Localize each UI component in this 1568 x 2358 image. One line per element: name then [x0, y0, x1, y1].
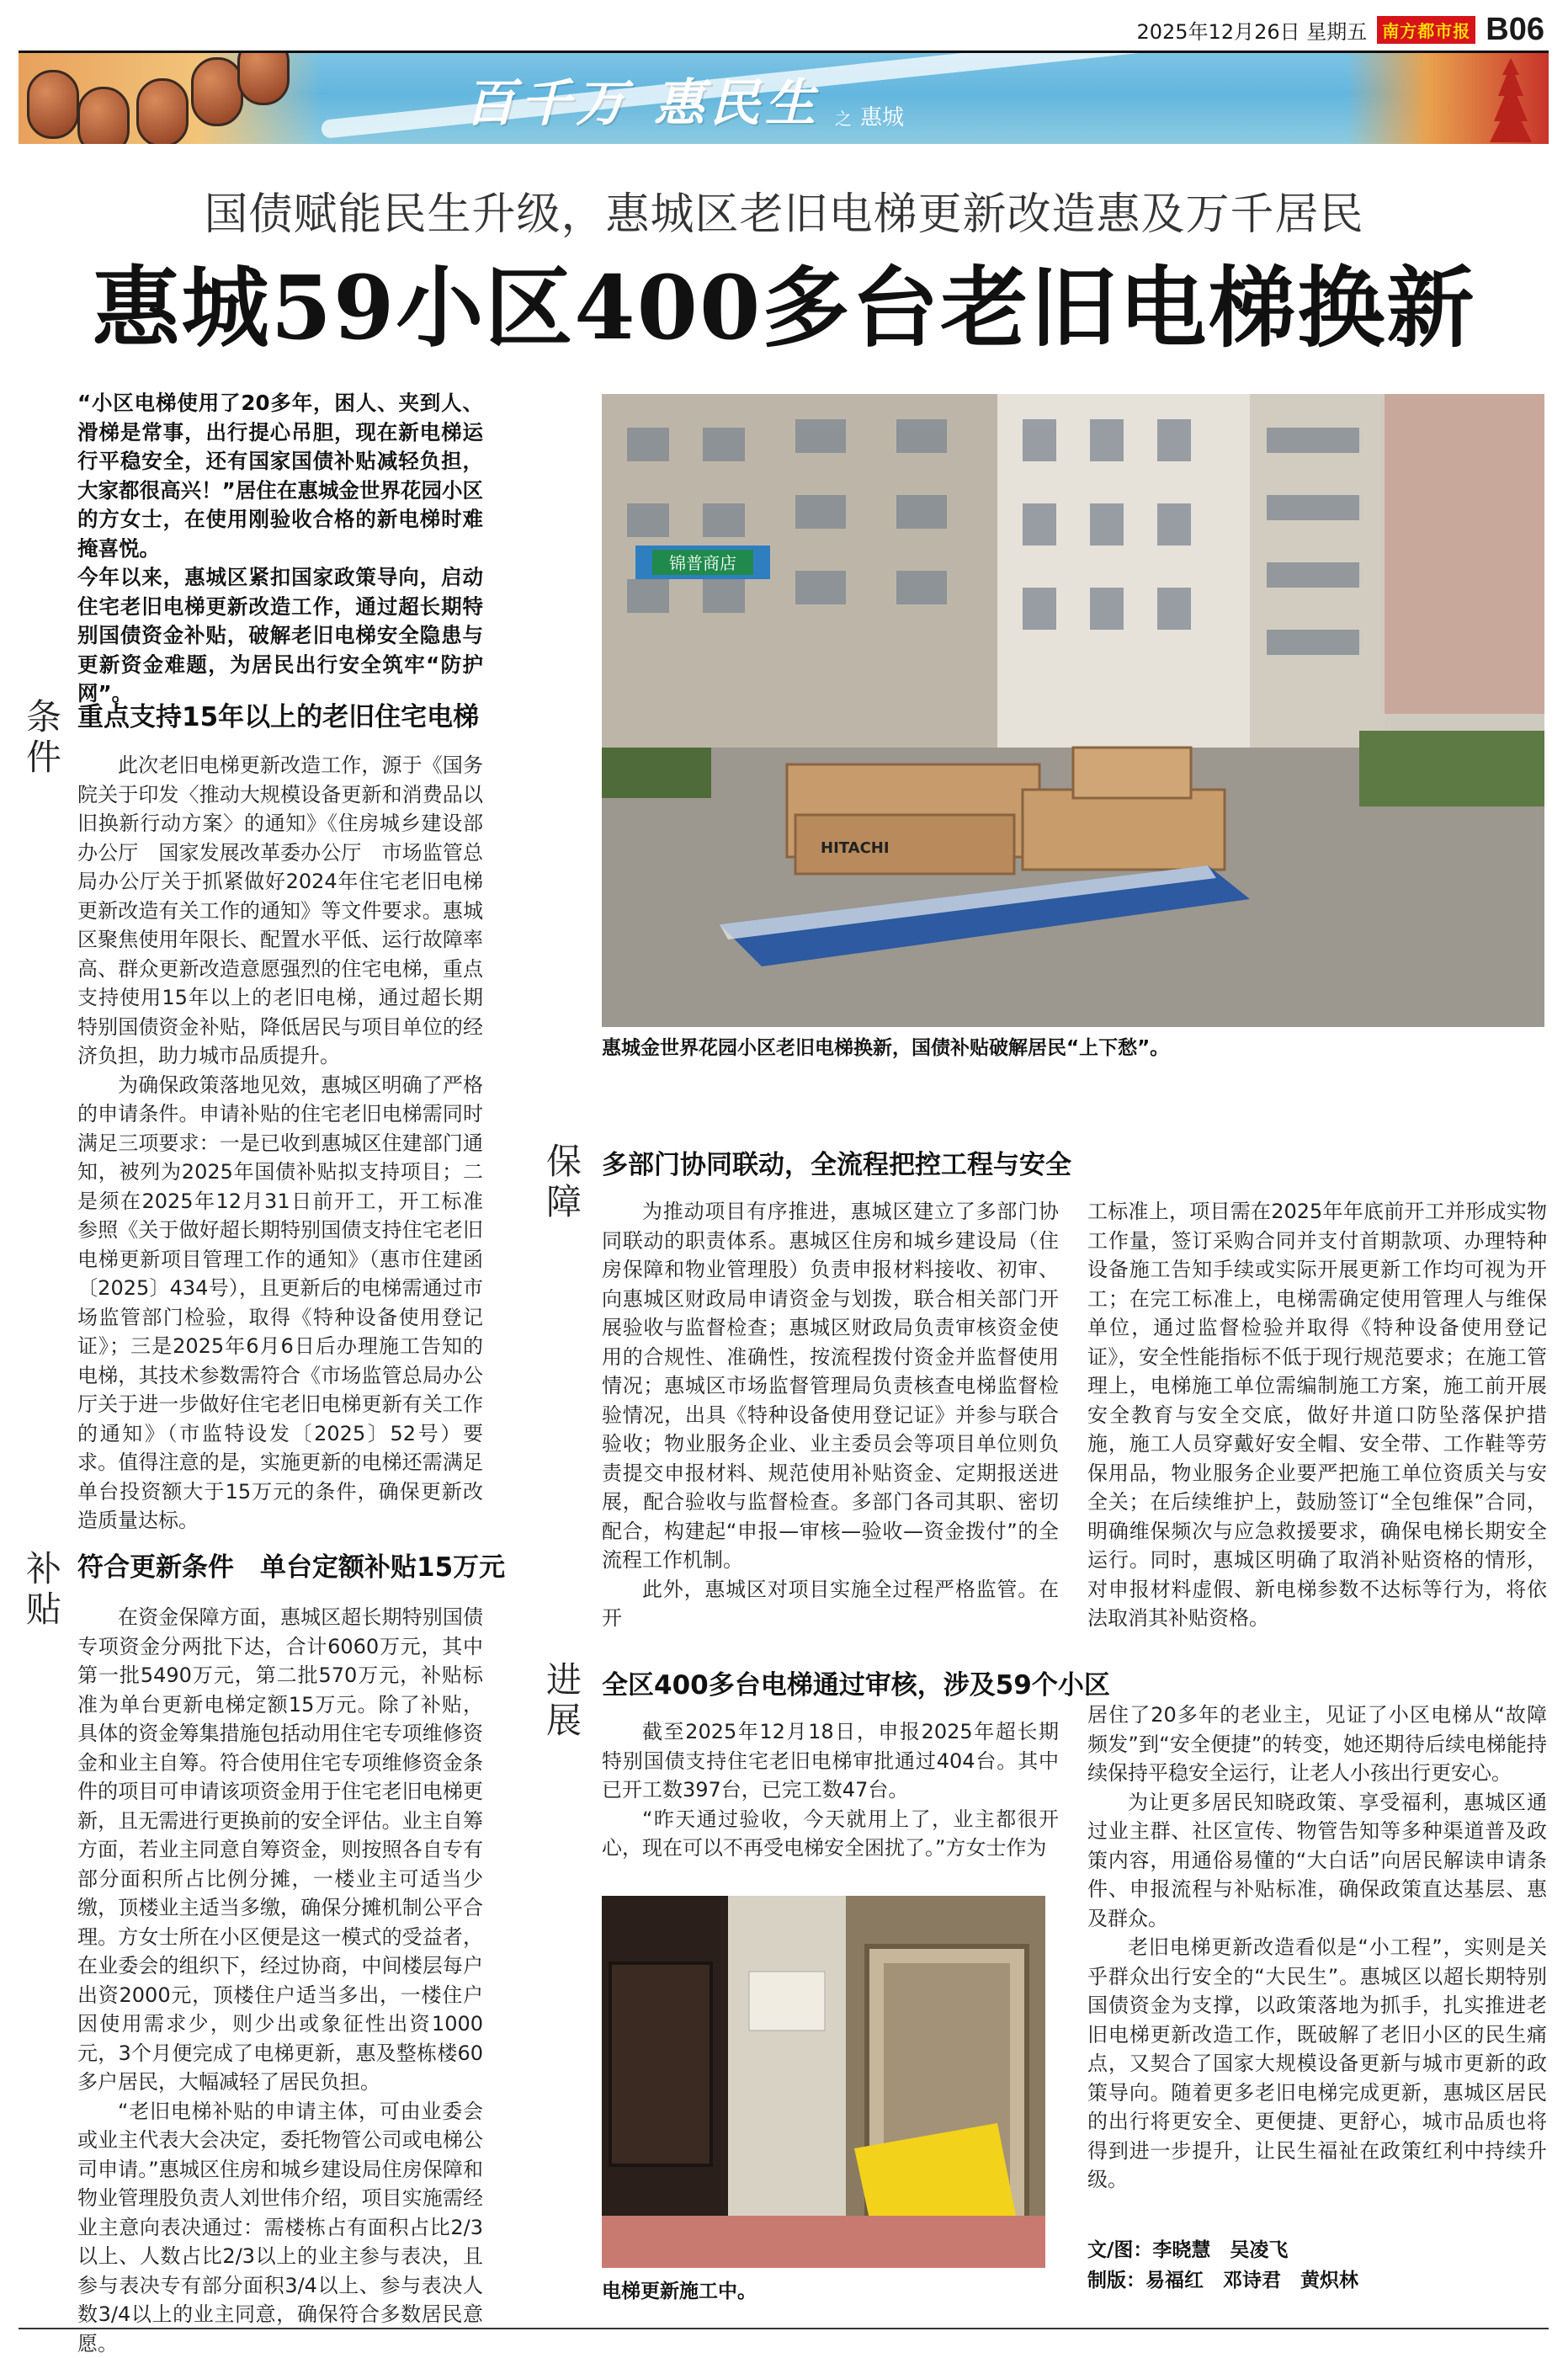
shop-sign-text: 锦普商店: [669, 553, 736, 573]
section-heading-subsidy: 符合更新条件 单台定额补贴15万元: [77, 1546, 505, 1584]
section-heading-guarantee: 多部门协同联动，全流程把控工程与安全: [602, 1143, 1071, 1181]
elevator-construction-photo: [602, 1896, 1045, 2268]
crate-label: HITACHI: [821, 839, 890, 857]
cable-car-illustration: [19, 53, 322, 144]
temple-illustration: [1347, 53, 1549, 144]
headline-subtitle: 国债赋能民生升级，惠城区老旧电梯更新改造惠及万千居民: [0, 178, 1568, 242]
newspaper-logo: 南方都市报: [1377, 16, 1475, 44]
intro-paragraph: “小区电梯使用了20多年，困人、夹到人、滑梯是常事，出行提心吊胆，现在新电梯运行平稳安全，还有国家国债补贴减轻负担，大家都很高兴！”居住在惠城金世界花园小区的方女士，在使用刚验收合格的新电梯时难掩喜悦。: [77, 389, 483, 563]
section-body-guarantee-col1: [602, 1197, 1059, 1633]
main-photo-caption: 惠城金世界花园小区老旧电梯换新，国债补贴破解居民“上下愁”。: [602, 1032, 1169, 1060]
paragraph: 居住了20多年的老业主，见证了小区电梯从“故障频发”到“安全便捷”的转变，她还期待后续电梯能持续保持平稳安全运行，让老人小孩出行更安心。: [1087, 1701, 1547, 1788]
banner-slogan: 百千万 惠民生: [465, 63, 821, 136]
paragraph: 为确保政策落地见效，惠城区明确了严格的申请条件。申请补贴的住宅老旧电梯需同时满足三项要求：一是已收到惠城区住建部门通知，被列为2025年国债补贴拟支持项目；二是须在2025年12月31日前开工，开工标准参照《关于做好超长期特别国债支持住宅老旧电梯更新项目管理工作的通知》（惠市住建函〔2025〕434号），且更新后的电梯需通过市场监管部门检验，取得《特种设备使用登记证》；三是2025年6月6日后办理施工告知的电梯，其技术参数需符合《市场监管总局办公厅关于进一步做好住宅老旧电梯更新有关工作的通知》（市监特设发〔2025〕52号）要求。值得注意的是，实施更新的电梯还需满足单台投资额大于15万元的条件，确保更新改造质量达标。: [77, 1071, 483, 1536]
section-heading-conditions: 重点支持15年以上的老旧住宅电梯: [77, 695, 479, 733]
footer-rule: [19, 2328, 1549, 2329]
elevator-photo-caption: 电梯更新施工中。: [602, 2275, 757, 2303]
section-label-subsidy: 补贴: [24, 1549, 64, 1630]
paragraph: 工标准上，项目需在2025年年底前开工并形成实物工作量，签订采购合同并支付首期款项、办理特种设备施工告知手续或实际开展更新工作均可视为开工；在完工标准上，电梯需确定使用管理人与维保单位，通过监督检验并取得《特种设备使用登记证》，安全性能指标不低于现行规范要求；在施工管理上，电梯施工单位需编制施工方案，施工前开展安全教育与安全交底，做好井道口防坠落保护措施，施工人员穿戴好安全帽、安全带、工作鞋等劳保用品，物业服务企业要严把施工单位资质关与安全关；在后续维护上，鼓励签订“全包维保”合同，明确维保频次与应急救援要求，确保电梯长期安全运行。同时，惠城区明确了取消补贴资格的情形，对申报材料虚假、新电梯参数不达标等行为，将依法取消其补贴资格。: [1087, 1197, 1547, 1633]
photo-illustration: [602, 394, 1544, 1027]
section-label-guarantee: 保障: [544, 1142, 584, 1222]
headline-title: 惠城59小区400多台老旧电梯换新: [0, 237, 1568, 364]
section-banner: [19, 53, 1549, 144]
paragraph: 此次老旧电梯更新改造工作，源于《国务院关于印发〈推动大规模设备更新和消费品以旧换新行动方案〉的通知》《住房城乡建设部办公厅 国家发展改革委办公厅 市场监管总局办公厅关于抓紧做好2024年住宅老旧电梯更新改造有关工作的通知》等文件要求。惠城区聚焦使用年限长、配置水平低、运行故障率高、群众更新改造意愿强烈的住宅电梯，重点支持使用15年以上的老旧电梯，通过超长期特别国债资金补贴，降低居民与项目单位的经济负担，助力城市品质提升。: [77, 751, 483, 1071]
main-photo-residential-buildings: [602, 394, 1544, 1027]
banner-connector: 之: [835, 109, 852, 129]
credits: [1087, 2235, 1358, 2296]
paragraph: 老旧电梯更新改造看似是“小工程”，实则是关乎群众出行安全的“大民生”。惠城区以超长期特别国债资金为支撑，以政策落地为抓手，扎实推进老旧电梯更新改造工作，既破解了老旧小区的民生痛点，又契合了国家大规模设备更新与城市更新的政策导向。随着更多老旧电梯完成更新，惠城区居民的出行将更安全、更便捷、更舒心，城市品质也将得到进一步提升，让民生福祉在政策红利中持续升级。: [1087, 1933, 1547, 2195]
intro-paragraph: 今年以来，惠城区紧扣国家政策导向，启动住宅老旧电梯更新改造工作，通过超长期特别国债资金补贴，破解老旧电梯安全隐患与更新资金难题，为居民出行安全筑牢“防护网”。: [77, 563, 483, 709]
paragraph: 在资金保障方面，惠城区超长期特别国债专项资金分两批下达，合计6060万元，其中第一批5490万元，第二批570万元，补贴标准为单台更新电梯定额15万元。除了补贴，具体的资金筹集措施包括动用住宅专项维修资金和业主自筹。符合使用住宅专项维修资金条件的项目可申请该项资金用于住宅老旧电梯更新，且无需进行更换前的安全评估。业主自筹方面，若业主同意自筹资金，则按照各自专有部分面积所占比例分摊，一楼业主可适当少缴，顶楼业主适当多缴，确保分摊机制公平合理。方女士所在小区便是这一模式的受益者，在业委会的组织下，经过协商，中间楼层每户出资2000元，顶楼住户适当多出，一楼住户因使用需求少，则少出或象征性出资1000元，3个月便完成了电梯更新，惠及整栋楼60多户居民，大幅减轻了居民负担。: [77, 1603, 483, 2097]
credit-layout: 制版：易福红 邓诗君 黄炽林: [1087, 2265, 1358, 2296]
banner-place: [835, 100, 904, 131]
section-body-progress-col1: [602, 1717, 1059, 1863]
paragraph: 为推动项目有序推进，惠城区建立了多部门协同联动的职责体系。惠城区住房和城乡建设局（住房保障和物业管理股）负责申报材料接收、初审、向惠城区财政局申请资金与划拨，联合相关部门开展验收与监督检查；惠城区财政局负责审核资金使用的合规性、准确性，按流程拨付资金并监督使用情况；惠城区市场监督管理局负责核查电梯监督检验情况，出具《特种设备使用登记证》并参与联合验收；物业服务企业、业主委员会等项目单位则负责提交申报材料、规范使用补贴资金、定期报送进展，配合验收与监督检查。多部门各司其职、密切配合，构建起“申报—审核—验收—资金拨付”的全流程工作机制。: [602, 1197, 1059, 1575]
paragraph: 截至2025年12月18日，申报2025年超长期特别国债支持住宅老旧电梯审批通过404台。其中已开工数397台，已完工数47台。: [602, 1717, 1059, 1805]
section-heading-progress: 全区400多台电梯通过审核，涉及59个小区: [602, 1663, 1110, 1701]
masthead-line: [1136, 12, 1544, 48]
section-body-subsidy: [77, 1603, 483, 2358]
section-label-conditions: 条件: [24, 697, 64, 778]
credit-text-photo: 文/图：李晓慧 吴凌飞: [1087, 2235, 1358, 2265]
paragraph: “昨天通过验收，今天就用上了，业主都很开心，现在可以不再受电梯安全困扰了。”方女士作为: [602, 1805, 1059, 1863]
section-body-progress-col3: [1087, 1701, 1547, 2195]
section-label-progress: 进展: [544, 1660, 584, 1741]
pagoda-icon: [1490, 58, 1532, 142]
banner-place-name: 惠城: [860, 105, 904, 130]
section-body-conditions: [77, 751, 483, 1536]
paragraph: “老旧电梯补贴的申请主体，可由业委会或业主代表大会决定，委托物管公司或电梯公司申请。”惠城区住房和城乡建设局住房保障和物业管理股负责人刘世伟介绍，项目实施需经业主意向表决通过：需楼栋占有面积占比2/3以上、人数占比2/3以上的业主参与表决，且参与表决专有部分面积3/4以上、参与表决人数3/4以上的业主同意，确保符合多数居民意愿。: [77, 2097, 483, 2358]
page-number: B06: [1486, 12, 1544, 48]
paragraph: 为让更多居民知晓政策、享受福利，惠城区通过业主群、社区宣传、物管告知等多种渠道普及政策内容，用通俗易懂的“大白话”向居民解读申请条件、申报流程与补贴标准，确保政策直达基层、惠及群众。: [1087, 1788, 1547, 1934]
article-intro: [77, 389, 483, 709]
paragraph: 此外，惠城区对项目实施全过程严格监管。在开: [602, 1575, 1059, 1633]
section-body-guarantee-col2: [1087, 1197, 1547, 1633]
photo-illustration: [602, 1896, 1045, 2268]
issue-date: 2025年12月26日 星期五: [1136, 15, 1367, 45]
